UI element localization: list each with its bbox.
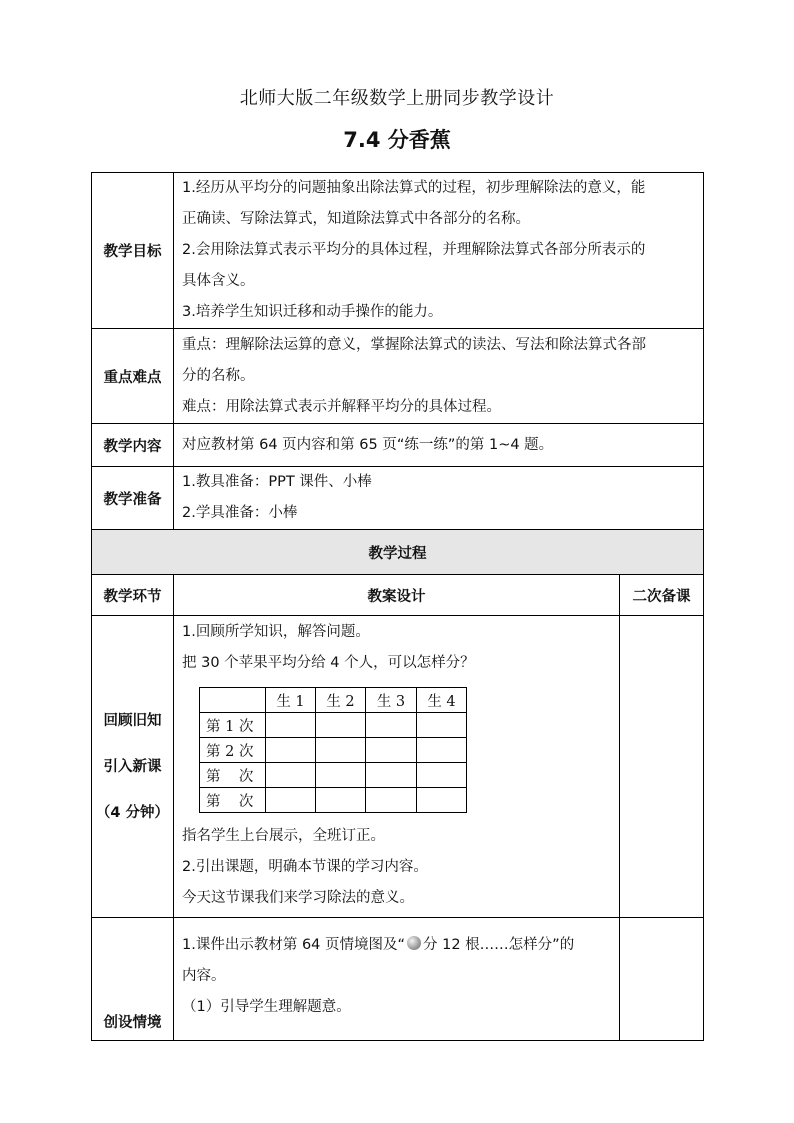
grid-cell	[417, 713, 467, 738]
goals-line: 1.经历从平均分的问题抽象出除法算式的过程，初步理解除法的意义，能	[182, 180, 646, 196]
review-notes-cell	[620, 616, 704, 918]
situation-content	[174, 918, 620, 1041]
grid-cell	[266, 713, 316, 738]
review-line: 1.回顾所学知识，解答问题。	[182, 624, 370, 640]
col-design-header: 教案设计	[174, 575, 620, 616]
review-line: 把 30 个苹果平均分给 4 个人，可以怎样分？	[182, 655, 475, 671]
grid-col-header: 生 4	[417, 688, 467, 713]
situation-line1-end: 分 12 根……怎样分”的	[423, 937, 575, 953]
review-row	[92, 616, 704, 918]
grid-cell	[266, 738, 316, 763]
keypoints-label: 重点难点	[92, 329, 174, 424]
situation-line2: 内容。	[182, 968, 226, 984]
keypoints-line: 难点：用除法算式表示并解释平均分的具体过程。	[182, 398, 501, 415]
prep-label: 教学准备	[92, 467, 174, 530]
grid-cell	[417, 738, 467, 763]
review-line: 2.引出课题，明确本节课的学习内容。	[182, 859, 428, 875]
keypoints-content	[174, 329, 704, 424]
grid-col-header: 生 3	[366, 688, 417, 713]
prep-line: 2.学具准备：小棒	[182, 505, 298, 521]
grid-corner	[200, 688, 266, 713]
keypoints-row	[92, 329, 704, 424]
grid-col-header: 生 2	[316, 688, 366, 713]
situation-line1-start: 1.课件出示教材第 64 页情境图及“	[182, 937, 406, 953]
situation-notes-cell	[620, 918, 704, 1041]
content-label: 教学内容	[92, 424, 174, 467]
grid-cell	[316, 763, 366, 788]
keypoints-line: 分的名称。	[182, 367, 255, 384]
situation-row	[92, 918, 704, 1041]
keypoints-line: 重点：理解除法运算的意义，掌握除法算式的读法、写法和除法算式各部	[182, 336, 646, 353]
review-line: 今天这节课我们来学习除法的意义。	[182, 890, 414, 906]
grid-cell	[266, 788, 316, 813]
col-stage-header: 教学环节	[92, 575, 174, 616]
grid-row-header: 第 次	[200, 788, 266, 813]
goals-line: 2.会用除法算式表示平均分的具体过程，并理解除法算式各部分所表示的	[182, 242, 646, 258]
grid-cell	[316, 713, 366, 738]
prep-line: 1.教具准备：PPT 课件、小棒	[182, 474, 372, 490]
goals-content	[174, 173, 704, 329]
content-text: 对应教材第 64 页内容和第 65 页“练一练”的第 1~4 题。	[182, 436, 554, 453]
grid-cell	[366, 788, 417, 813]
lesson-plan-table	[91, 172, 704, 1041]
grid-row-header: 第 2 次	[200, 738, 266, 763]
grid-row-header: 第 1 次	[200, 713, 266, 738]
process-heading: 教学过程	[92, 530, 704, 575]
apple-distribution-grid	[199, 687, 467, 813]
grid-cell	[417, 763, 467, 788]
situation-label: 创设情境	[92, 918, 174, 1041]
content-row	[92, 424, 704, 467]
grid-col-header: 生 1	[266, 688, 316, 713]
review-label-line: 引入新课	[103, 758, 162, 775]
grid-cell	[366, 738, 417, 763]
review-label-line: （4 分钟）	[95, 804, 170, 821]
grid-cell	[366, 763, 417, 788]
goals-label: 教学目标	[92, 173, 174, 329]
grid-row-header: 第 次	[200, 763, 266, 788]
review-line: 指名学生上台展示，全班订正。	[182, 828, 385, 844]
review-label-line: 回顾旧知	[103, 712, 162, 729]
grid-cell	[266, 763, 316, 788]
goals-line: 具体含义。	[182, 273, 255, 289]
grid-cell	[316, 788, 366, 813]
goals-line: 正确读、写除法算式，知道除法算式中各部分的名称。	[182, 211, 530, 227]
document-header: 北师大版二年级数学上册同步教学设计	[239, 88, 555, 109]
review-content	[174, 616, 620, 918]
col-notes-header: 二次备课	[620, 575, 704, 616]
goals-line: 3.培养学生知识迁移和动手操作的能力。	[182, 304, 443, 320]
grid-cell	[366, 713, 417, 738]
goals-row	[92, 173, 704, 329]
prep-row	[92, 467, 704, 530]
process-columns-row	[92, 575, 704, 616]
lesson-title: 7.4 分香蕉	[343, 128, 451, 152]
process-heading-row	[92, 530, 704, 575]
review-label	[92, 616, 174, 918]
grid-cell	[417, 788, 467, 813]
situation-line3: （1）引导学生理解题意。	[182, 999, 351, 1015]
grid-cell	[316, 738, 366, 763]
gray-ball-icon	[407, 936, 421, 950]
